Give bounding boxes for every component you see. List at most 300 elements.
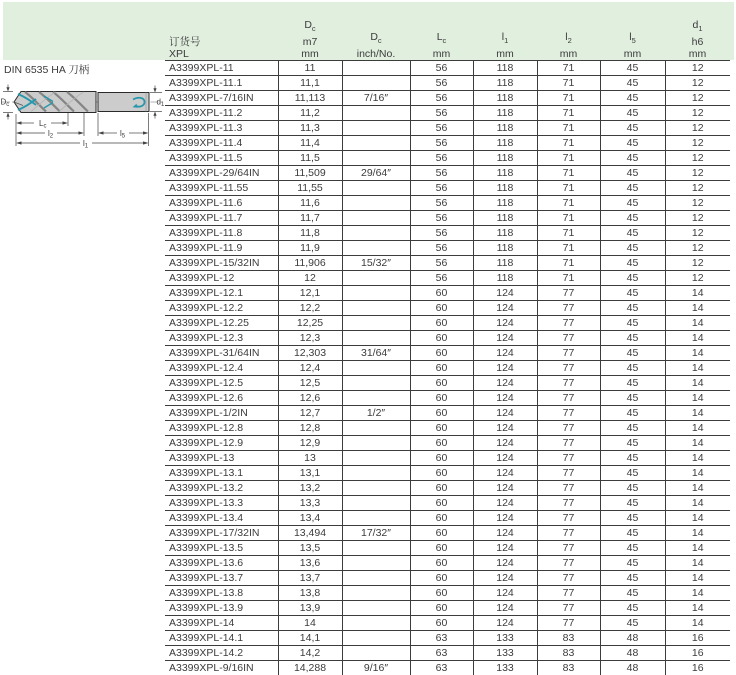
value-cell: 118 <box>473 165 537 180</box>
value-cell <box>342 630 410 645</box>
value-cell: 13,494 <box>278 525 342 540</box>
value-cell: 71 <box>537 270 600 285</box>
order-number-cell: A3399XPL-15/32IN <box>165 255 278 270</box>
value-cell: 77 <box>537 420 600 435</box>
value-cell: 45 <box>600 165 665 180</box>
value-cell <box>342 450 410 465</box>
value-cell: 16 <box>665 630 730 645</box>
value-cell: 71 <box>537 135 600 150</box>
order-number-cell: A3399XPL-11 <box>165 60 278 75</box>
value-cell: 71 <box>537 105 600 120</box>
table-row <box>165 300 730 315</box>
order-number-cell: A3399XPL-13.2 <box>165 480 278 495</box>
value-cell: 48 <box>600 630 665 645</box>
value-cell: 124 <box>473 345 537 360</box>
value-cell: 45 <box>600 120 665 135</box>
value-cell: 45 <box>600 435 665 450</box>
value-cell: 13 <box>278 450 342 465</box>
order-number-cell: A3399XPL-13.8 <box>165 585 278 600</box>
order-number-cell: A3399XPL-7/16IN <box>165 90 278 105</box>
value-cell: 124 <box>473 300 537 315</box>
value-cell: 12,4 <box>278 360 342 375</box>
value-cell: 45 <box>600 225 665 240</box>
value-cell: 13,8 <box>278 585 342 600</box>
value-cell: 14 <box>665 330 730 345</box>
value-cell <box>342 75 410 90</box>
order-number-cell: A3399XPL-12.1 <box>165 285 278 300</box>
value-cell <box>342 270 410 285</box>
value-cell: 14 <box>665 480 730 495</box>
order-number-cell: A3399XPL-12.6 <box>165 390 278 405</box>
value-cell: 45 <box>600 375 665 390</box>
value-cell: 45 <box>600 420 665 435</box>
order-number-cell: A3399XPL-12.9 <box>165 435 278 450</box>
value-cell: 56 <box>410 150 473 165</box>
value-cell: 71 <box>537 165 600 180</box>
value-cell: 77 <box>537 615 600 630</box>
value-cell: 71 <box>537 150 600 165</box>
value-cell: 29/64″ <box>342 165 410 180</box>
table-row <box>165 285 730 300</box>
value-cell: 60 <box>410 285 473 300</box>
value-cell: 124 <box>473 285 537 300</box>
value-cell: 11,6 <box>278 195 342 210</box>
value-cell: 12 <box>665 210 730 225</box>
value-cell: 14,2 <box>278 645 342 660</box>
value-cell: 56 <box>410 225 473 240</box>
value-cell: 14 <box>665 525 730 540</box>
value-cell: 77 <box>537 570 600 585</box>
value-cell: 124 <box>473 600 537 615</box>
value-cell: 14 <box>665 435 730 450</box>
value-cell: 14 <box>665 390 730 405</box>
value-cell: 124 <box>473 555 537 570</box>
value-cell: 71 <box>537 60 600 75</box>
value-cell: 12 <box>665 105 730 120</box>
value-cell: 77 <box>537 465 600 480</box>
value-cell <box>342 60 410 75</box>
value-cell: 14 <box>665 405 730 420</box>
value-cell: 45 <box>600 90 665 105</box>
table-header-row <box>165 0 730 60</box>
table-row <box>165 60 730 75</box>
order-number-cell: A3399XPL-13.7 <box>165 570 278 585</box>
table-row <box>165 360 730 375</box>
value-cell: 45 <box>600 345 665 360</box>
value-cell: 11,9 <box>278 240 342 255</box>
order-number-cell: A3399XPL-11.9 <box>165 240 278 255</box>
value-cell: 60 <box>410 510 473 525</box>
value-cell: 45 <box>600 330 665 345</box>
table-row <box>165 180 730 195</box>
value-cell <box>342 480 410 495</box>
table-header <box>165 0 730 60</box>
value-cell: 45 <box>600 75 665 90</box>
value-cell: 124 <box>473 495 537 510</box>
table-row <box>165 90 730 105</box>
value-cell: 14 <box>278 615 342 630</box>
table-row <box>165 600 730 615</box>
value-cell: 77 <box>537 435 600 450</box>
value-cell <box>342 600 410 615</box>
value-cell: 45 <box>600 540 665 555</box>
drill-diagram <box>0 84 165 170</box>
value-cell: 60 <box>410 330 473 345</box>
value-cell <box>342 330 410 345</box>
value-cell: 13,5 <box>278 540 342 555</box>
order-number-cell: A3399XPL-12.8 <box>165 420 278 435</box>
value-cell: 118 <box>473 135 537 150</box>
value-cell: 12,6 <box>278 390 342 405</box>
value-cell: 12 <box>665 150 730 165</box>
value-cell <box>342 135 410 150</box>
value-cell: 71 <box>537 240 600 255</box>
value-cell: 63 <box>410 645 473 660</box>
value-cell: 12,7 <box>278 405 342 420</box>
value-cell <box>342 495 410 510</box>
value-cell: 77 <box>537 555 600 570</box>
value-cell: 56 <box>410 210 473 225</box>
order-number-cell: A3399XPL-11.2 <box>165 105 278 120</box>
order-number-cell: A3399XPL-14.1 <box>165 630 278 645</box>
value-cell: 12,5 <box>278 375 342 390</box>
column-header: $D_c$ m7 mm <box>301 19 319 60</box>
value-cell: 77 <box>537 345 600 360</box>
value-cell <box>342 105 410 120</box>
value-cell: 118 <box>473 210 537 225</box>
table-row <box>165 255 730 270</box>
value-cell <box>342 510 410 525</box>
value-cell: 12 <box>665 270 730 285</box>
value-cell: 45 <box>600 615 665 630</box>
dim-label-dc: Dc <box>0 97 10 108</box>
value-cell: 63 <box>410 660 473 675</box>
value-cell: 133 <box>473 645 537 660</box>
value-cell: 14 <box>665 465 730 480</box>
value-cell: 118 <box>473 75 537 90</box>
value-cell: 45 <box>600 180 665 195</box>
value-cell: 13,2 <box>278 480 342 495</box>
value-cell: 56 <box>410 60 473 75</box>
value-cell: 71 <box>537 210 600 225</box>
value-cell: 60 <box>410 540 473 555</box>
value-cell: 77 <box>537 600 600 615</box>
value-cell: 14 <box>665 375 730 390</box>
value-cell: 56 <box>410 255 473 270</box>
value-cell <box>342 375 410 390</box>
order-number-cell: A3399XPL-12.25 <box>165 315 278 330</box>
value-cell: 14,288 <box>278 660 342 675</box>
value-cell: 12 <box>665 90 730 105</box>
value-cell: 60 <box>410 450 473 465</box>
value-cell: 12,3 <box>278 330 342 345</box>
value-cell: 118 <box>473 60 537 75</box>
value-cell: 71 <box>537 180 600 195</box>
series-caption: DIN 6535 HA 刀柄 <box>4 64 90 76</box>
value-cell <box>342 195 410 210</box>
table-row <box>165 165 730 180</box>
value-cell: 60 <box>410 480 473 495</box>
value-cell <box>342 615 410 630</box>
value-cell: 56 <box>410 90 473 105</box>
value-cell: 56 <box>410 165 473 180</box>
value-cell: 12 <box>665 60 730 75</box>
value-cell: 77 <box>537 525 600 540</box>
value-cell: 60 <box>410 405 473 420</box>
value-cell: 45 <box>600 60 665 75</box>
value-cell <box>342 225 410 240</box>
value-cell: 45 <box>600 390 665 405</box>
table-row <box>165 510 730 525</box>
value-cell: 31/64″ <box>342 345 410 360</box>
value-cell <box>342 210 410 225</box>
table-row <box>165 105 730 120</box>
value-cell: 45 <box>600 495 665 510</box>
order-number-cell: A3399XPL-29/64IN <box>165 165 278 180</box>
value-cell <box>342 180 410 195</box>
value-cell: 83 <box>537 660 600 675</box>
order-number-cell: A3399XPL-17/32IN <box>165 525 278 540</box>
table-row <box>165 630 730 645</box>
table-row <box>165 435 730 450</box>
value-cell: 45 <box>600 450 665 465</box>
value-cell: 45 <box>600 210 665 225</box>
value-cell: 124 <box>473 405 537 420</box>
value-cell: 124 <box>473 465 537 480</box>
column-header: 订货号 XPL <box>169 35 201 60</box>
value-cell: 11,5 <box>278 150 342 165</box>
table-row <box>165 135 730 150</box>
table-row <box>165 645 730 660</box>
value-cell: 124 <box>473 615 537 630</box>
order-number-cell: A3399XPL-12.2 <box>165 300 278 315</box>
value-cell: 60 <box>410 585 473 600</box>
value-cell: 12 <box>665 240 730 255</box>
order-number-cell: A3399XPL-9/16IN <box>165 660 278 675</box>
value-cell: 118 <box>473 150 537 165</box>
value-cell: 124 <box>473 540 537 555</box>
order-number-cell: A3399XPL-11.4 <box>165 135 278 150</box>
value-cell: 12 <box>665 180 730 195</box>
column-header: $L_c$ mm <box>432 31 451 60</box>
value-cell: 118 <box>473 120 537 135</box>
value-cell: 56 <box>410 270 473 285</box>
value-cell: 60 <box>410 345 473 360</box>
value-cell: 11,55 <box>278 180 342 195</box>
value-cell: 11 <box>278 60 342 75</box>
value-cell: 45 <box>600 240 665 255</box>
value-cell: 124 <box>473 375 537 390</box>
product-table <box>165 0 730 675</box>
value-cell: 12,9 <box>278 435 342 450</box>
value-cell: 118 <box>473 90 537 105</box>
value-cell: 77 <box>537 285 600 300</box>
value-cell: 45 <box>600 570 665 585</box>
value-cell: 118 <box>473 195 537 210</box>
table-row <box>165 195 730 210</box>
value-cell: 56 <box>410 135 473 150</box>
value-cell: 12 <box>665 255 730 270</box>
column-header: $D_c$ inch/No. <box>356 31 396 60</box>
value-cell: 45 <box>600 480 665 495</box>
order-number-cell: A3399XPL-13.5 <box>165 540 278 555</box>
value-cell: 48 <box>600 660 665 675</box>
order-number-cell: A3399XPL-13.4 <box>165 510 278 525</box>
value-cell: 45 <box>600 525 665 540</box>
value-cell: 12 <box>665 225 730 240</box>
value-cell: 14,1 <box>278 630 342 645</box>
value-cell: 14 <box>665 495 730 510</box>
value-cell: 124 <box>473 360 537 375</box>
value-cell: 71 <box>537 225 600 240</box>
value-cell: 77 <box>537 480 600 495</box>
value-cell: 13,4 <box>278 510 342 525</box>
value-cell: 13,3 <box>278 495 342 510</box>
order-number-cell: A3399XPL-11.3 <box>165 120 278 135</box>
value-cell: 11,4 <box>278 135 342 150</box>
value-cell: 45 <box>600 360 665 375</box>
value-cell: 60 <box>410 390 473 405</box>
value-cell: 14 <box>665 420 730 435</box>
value-cell <box>342 570 410 585</box>
value-cell: 11,906 <box>278 255 342 270</box>
value-cell: 60 <box>410 375 473 390</box>
value-cell: 45 <box>600 270 665 285</box>
value-cell: 60 <box>410 360 473 375</box>
value-cell <box>342 240 410 255</box>
value-cell: 11,8 <box>278 225 342 240</box>
value-cell: 56 <box>410 105 473 120</box>
value-cell: 77 <box>537 360 600 375</box>
value-cell: 124 <box>473 570 537 585</box>
value-cell: 16 <box>665 645 730 660</box>
value-cell: 77 <box>537 405 600 420</box>
value-cell: 7/16″ <box>342 90 410 105</box>
value-cell <box>342 300 410 315</box>
value-cell <box>342 315 410 330</box>
value-cell: 77 <box>537 390 600 405</box>
value-cell <box>342 540 410 555</box>
value-cell: 56 <box>410 195 473 210</box>
table-row <box>165 615 730 630</box>
value-cell: 45 <box>600 255 665 270</box>
value-cell: 71 <box>537 90 600 105</box>
value-cell: 14 <box>665 585 730 600</box>
value-cell <box>342 465 410 480</box>
value-cell: 124 <box>473 315 537 330</box>
value-cell: 83 <box>537 630 600 645</box>
order-number-cell: A3399XPL-31/64IN <box>165 345 278 360</box>
value-cell: 71 <box>537 120 600 135</box>
value-cell: 71 <box>537 195 600 210</box>
order-number-cell: A3399XPL-13.1 <box>165 465 278 480</box>
order-number-cell: A3399XPL-12 <box>165 270 278 285</box>
order-number-cell: A3399XPL-1/2IN <box>165 405 278 420</box>
order-number-cell: A3399XPL-11.5 <box>165 150 278 165</box>
value-cell: 45 <box>600 135 665 150</box>
table-row <box>165 525 730 540</box>
value-cell: 133 <box>473 660 537 675</box>
value-cell: 60 <box>410 300 473 315</box>
value-cell: 45 <box>600 585 665 600</box>
value-cell: 13,9 <box>278 600 342 615</box>
value-cell <box>342 585 410 600</box>
value-cell: 45 <box>600 105 665 120</box>
table-row <box>165 570 730 585</box>
order-number-cell: A3399XPL-13 <box>165 450 278 465</box>
value-cell: 12,8 <box>278 420 342 435</box>
value-cell: 83 <box>537 645 600 660</box>
order-number-cell: A3399XPL-14 <box>165 615 278 630</box>
value-cell <box>342 645 410 660</box>
table-row <box>165 345 730 360</box>
value-cell: 14 <box>665 315 730 330</box>
value-cell: 124 <box>473 390 537 405</box>
column-header: $l_1$ mm <box>496 31 514 60</box>
value-cell: 124 <box>473 420 537 435</box>
table-row <box>165 660 730 675</box>
value-cell: 77 <box>537 510 600 525</box>
value-cell <box>342 120 410 135</box>
column-header: $d_1$ h6 mm <box>688 19 707 60</box>
value-cell: 71 <box>537 75 600 90</box>
value-cell: 124 <box>473 480 537 495</box>
value-cell: 45 <box>600 405 665 420</box>
value-cell: 45 <box>600 510 665 525</box>
value-cell: 13,1 <box>278 465 342 480</box>
table-row <box>165 75 730 90</box>
value-cell: 14 <box>665 285 730 300</box>
value-cell: 77 <box>537 450 600 465</box>
dim-label-l2: l2 <box>48 128 54 140</box>
value-cell: 45 <box>600 150 665 165</box>
value-cell: 60 <box>410 465 473 480</box>
value-cell: 11,1 <box>278 75 342 90</box>
table-row <box>165 555 730 570</box>
value-cell <box>342 555 410 570</box>
value-cell: 14 <box>665 510 730 525</box>
value-cell: 14 <box>665 360 730 375</box>
table-row <box>165 150 730 165</box>
value-cell: 124 <box>473 510 537 525</box>
value-cell: 45 <box>600 195 665 210</box>
table-row <box>165 240 730 255</box>
table-row <box>165 210 730 225</box>
table-row <box>165 315 730 330</box>
value-cell: 56 <box>410 120 473 135</box>
value-cell: 77 <box>537 375 600 390</box>
value-cell: 45 <box>600 465 665 480</box>
table-row <box>165 330 730 345</box>
value-cell: 11,3 <box>278 120 342 135</box>
order-number-cell: A3399XPL-12.3 <box>165 330 278 345</box>
value-cell: 60 <box>410 600 473 615</box>
value-cell: 118 <box>473 270 537 285</box>
value-cell: 45 <box>600 555 665 570</box>
value-cell: 60 <box>410 570 473 585</box>
value-cell <box>342 390 410 405</box>
value-cell: 77 <box>537 495 600 510</box>
value-cell: 1/2″ <box>342 405 410 420</box>
order-number-cell: A3399XPL-11.7 <box>165 210 278 225</box>
value-cell: 45 <box>600 300 665 315</box>
table-row <box>165 390 730 405</box>
value-cell: 14 <box>665 450 730 465</box>
value-cell: 77 <box>537 315 600 330</box>
value-cell: 56 <box>410 240 473 255</box>
table-row <box>165 405 730 420</box>
order-number-cell: A3399XPL-14.2 <box>165 645 278 660</box>
